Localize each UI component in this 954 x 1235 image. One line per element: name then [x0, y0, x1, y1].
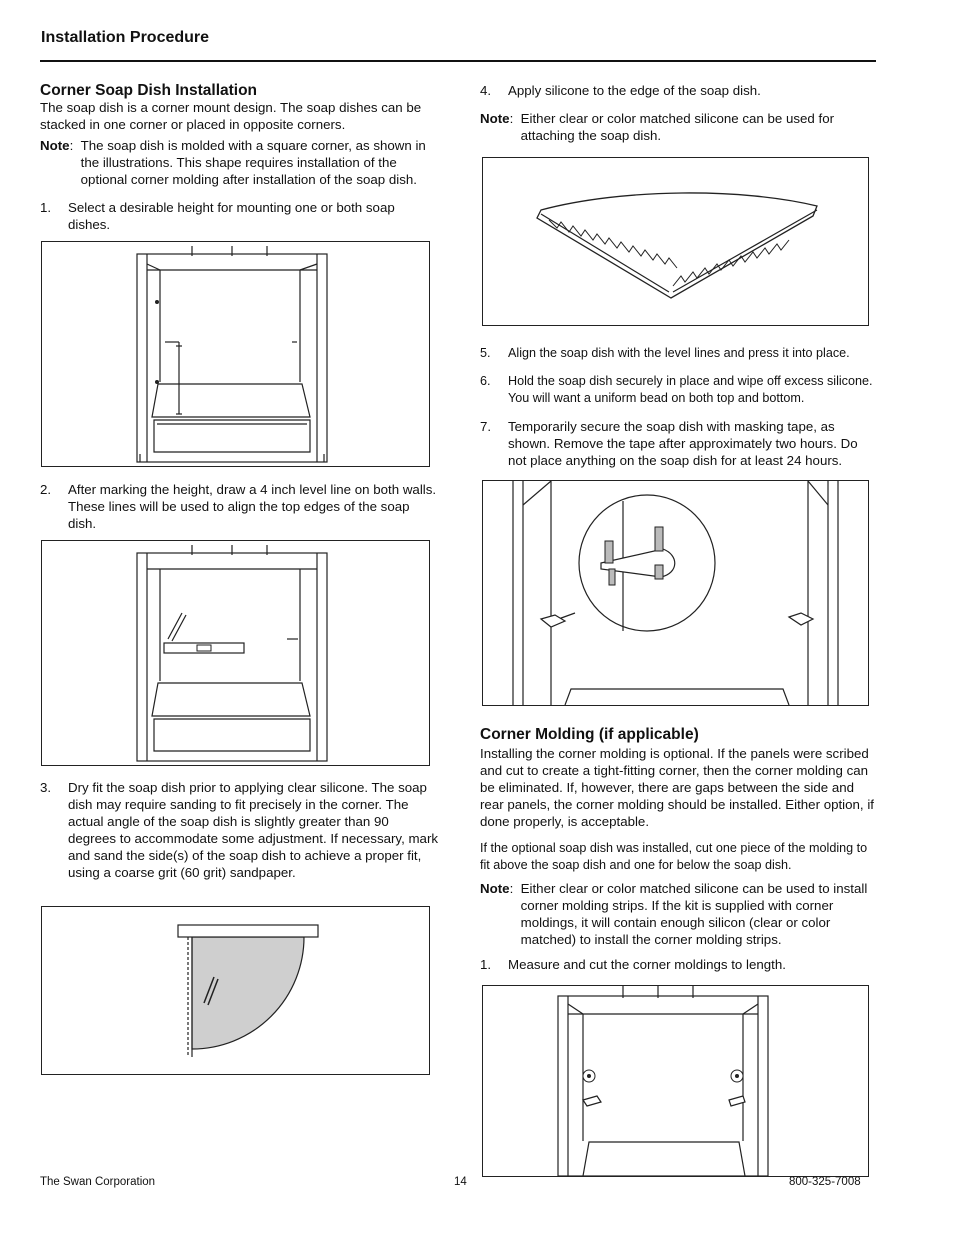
step-6: [480, 373, 876, 407]
figure-masking-tape: [482, 480, 869, 706]
note-label: Note: [480, 111, 510, 126]
soap-dish-sanding-illustration: [42, 907, 429, 1074]
section-title-corner-molding: Corner Molding (if applicable): [480, 726, 699, 743]
footer-phone: 800-325-7008: [789, 1176, 861, 1188]
step-number: 3.: [40, 780, 52, 795]
note-text: Either clear or color matched silicone can be used for attaching the soap dish.: [520, 111, 835, 143]
step-5: [480, 345, 876, 362]
step-4: [480, 82, 876, 99]
footer-company: The Swan Corporation: [40, 1176, 156, 1188]
header-rule: [40, 60, 876, 62]
step-text: Select a desirable height for mounting one or both soap dishes.: [68, 200, 395, 232]
optional-dish-paragraph: If the optional soap dish was installed, cut one piece of the molding to fit above the soap dish and one for below the soap dish.: [480, 841, 868, 872]
note-label: Note: [40, 138, 70, 153]
step-number: 7.: [480, 419, 492, 434]
masking-tape-illustration: [483, 481, 868, 705]
step-number: 4.: [480, 83, 492, 98]
step-number: 6.: [480, 374, 491, 388]
step-number: 1.: [40, 200, 52, 215]
step-text: After marking the height, draw a 4 inch level line on both walls. These lines will be used to align the top edges of the soap dish.: [68, 482, 437, 531]
corner-molding-illustration: [483, 986, 868, 1176]
step-2: [40, 481, 440, 532]
figure-level-line: [41, 540, 430, 766]
step-number: 2.: [40, 482, 52, 497]
step-number: 5.: [480, 346, 491, 360]
corner-molding-paragraph: Installing the corner molding is optional. If the panels were scribed and cut to create a tight-fitting corner, then the corner molding can be eliminated. If, however, there are gaps between the side and rear panels, the corner molding should be installed. Either option, if done properly, is acceptable.: [480, 746, 874, 829]
note-text: The soap dish is molded with a square corner, as shown in the illustrations. This shape requires installation of the optional corner molding after installation of the soap dish.: [80, 138, 426, 187]
shower-level-illustration: [42, 541, 429, 765]
figure-measure-molding: [482, 985, 869, 1177]
step-text: Hold the soap dish securely in place and wipe off excess silicone. You will want a uniform bead on both top and bottom.: [508, 374, 873, 405]
figure-apply-silicone: [482, 157, 869, 326]
step-1: [40, 199, 440, 233]
step-text: Temporarily secure the soap dish with masking tape, as shown. Remove the tape after approximately two hours. Do not place anything on the soap dish for at least 24 hours.: [508, 419, 858, 468]
step-text: Measure and cut the corner moldings to length.: [508, 957, 786, 972]
silicone-edge-illustration: [483, 158, 868, 325]
intro-paragraph: The soap dish is a corner mount design. The soap dishes can be stacked in one corner or placed in opposite corners.: [40, 100, 422, 132]
note-text: Either clear or color matched silicone can be used to install corner molding strips. If the kit is supplied with corner moldings, it will contain enough silicon (clear or color matched) to install the corner molding strips.: [520, 881, 868, 947]
step-number: 1.: [480, 957, 492, 972]
note-silicone-molding: Note: Either clear or color matched silicone can be used to install corner molding strips. If the kit is supplied with corner moldings, it will contain enough silicon (clear or color matched) to install the corner molding strips.: [480, 880, 876, 948]
footer-page-number: 14: [454, 1176, 467, 1188]
step-7: [480, 418, 876, 469]
figure-mark-height: [41, 241, 430, 467]
figure-dry-fit: [41, 906, 430, 1075]
section-title-soap-dish: Corner Soap Dish Installation: [40, 82, 258, 99]
note-label: Note: [480, 881, 510, 896]
shower-height-illustration: [42, 242, 429, 466]
note-silicone-dish: Note: Either clear or color matched silicone can be used for attaching the soap dish.: [480, 110, 876, 144]
step-text: Align the soap dish with the level lines and press it into place.: [508, 346, 850, 360]
step-measure: [480, 956, 876, 973]
step-text: Dry fit the soap dish prior to applying clear silicone. The soap dish may require sanding to fit precisely in the corner. The actual angle of the soap dish is slightly greater than 90 degrees to accommodate some adjustment. If necessary, mark and sand the side(s) of the soap dish to achieve a proper fit, using a coarse grit (60 grit) sandpaper.: [68, 780, 439, 880]
note-square-corner: Note: The soap dish is molded with a square corner, as shown in the illustrations. This shape requires installation of the optional corner molding after installation of the soap dish.: [40, 137, 440, 188]
step-3: [40, 779, 440, 881]
page-header-title: Installation Procedure: [41, 29, 210, 46]
step-text: Apply silicone to the edge of the soap dish.: [508, 83, 761, 98]
